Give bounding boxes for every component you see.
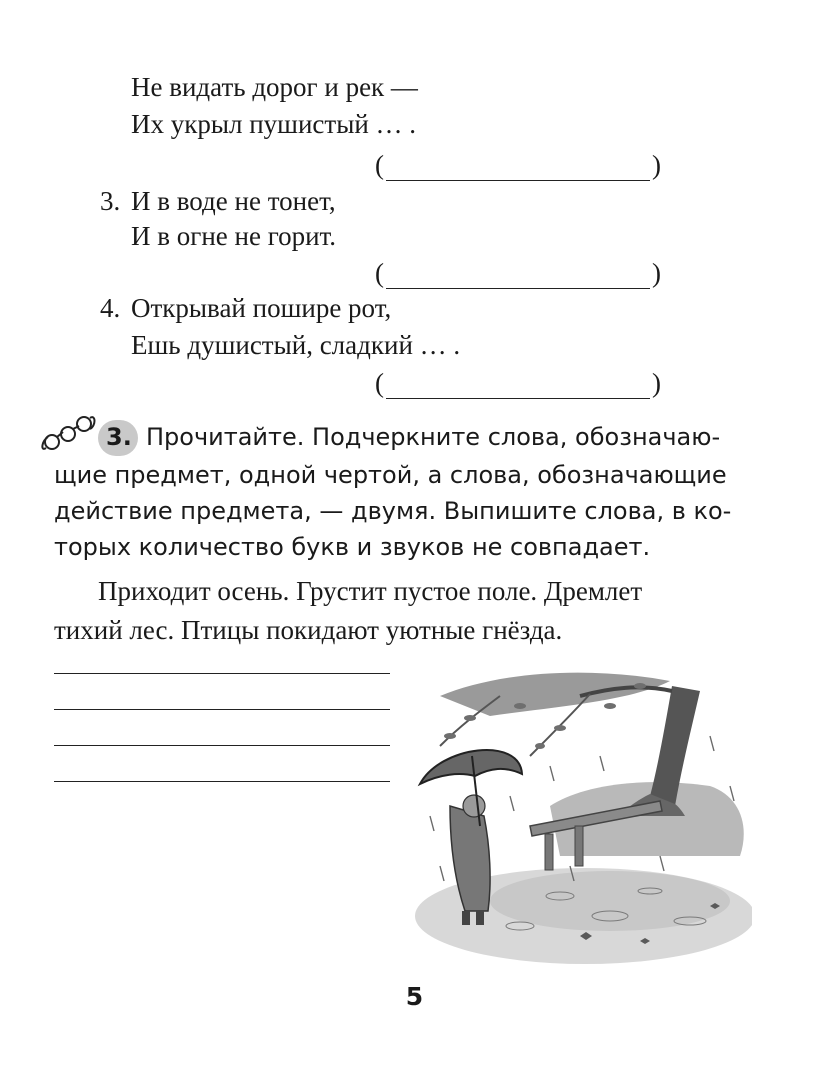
answer-rule (386, 158, 650, 181)
riddle-3-line-1: И в воде не тонет, (131, 186, 336, 216)
paren-close: ) (652, 258, 661, 288)
writing-line[interactable] (54, 709, 390, 710)
riddle-3-number: 3. (100, 186, 121, 216)
paren-open: ( (375, 258, 384, 288)
riddle-4-line-1: Открывай пошире рот, (131, 293, 392, 323)
task-instruction-line-4: торых количество букв и звуков не совпадает. (54, 533, 651, 561)
riddle-2-line-1: Не видать дорог и рек — (131, 72, 418, 102)
task-instruction-line-3: действие предмета, — двумя. Выпишите слова, в ко- (54, 497, 732, 525)
riddle-2-answer-blank[interactable] (375, 150, 661, 181)
answer-rule (386, 376, 650, 399)
task-number: 3. (106, 423, 132, 451)
paren-close: ) (652, 150, 661, 180)
paren-open: ( (375, 150, 384, 180)
paren-close: ) (652, 368, 661, 398)
writing-line[interactable] (54, 673, 390, 674)
autumn-rain-illustration (410, 666, 752, 966)
riddle-3-answer-blank[interactable] (375, 258, 661, 289)
writing-line[interactable] (54, 745, 390, 746)
riddle-4-number: 4. (100, 293, 121, 323)
paren-open: ( (375, 368, 384, 398)
riddle-3-line-2: И в огне не горит. (131, 221, 337, 251)
task-instruction-line-1: Прочитайте. Подчеркните слова, обозначаю- (146, 423, 721, 451)
answer-rule (386, 266, 650, 289)
riddle-4-line-2: Ешь душистый, сладкий … . (131, 330, 461, 360)
task-text-line-1: Приходит осень. Грустит пустое поле. Дремлет (98, 576, 643, 606)
writing-line[interactable] (54, 781, 390, 782)
task-instruction-line-2: щие предмет, одной чертой, а слова, обозначающие (54, 461, 727, 489)
riddle-4-answer-blank[interactable] (375, 368, 661, 399)
task-text-line-2: тихий лес. Птицы покидают уютные гнёзда. (54, 615, 563, 645)
pair-work-icon (38, 410, 100, 456)
riddle-2-line-2: Их укрыл пушистый … . (131, 109, 417, 139)
page-number: 5 (405, 982, 424, 1011)
